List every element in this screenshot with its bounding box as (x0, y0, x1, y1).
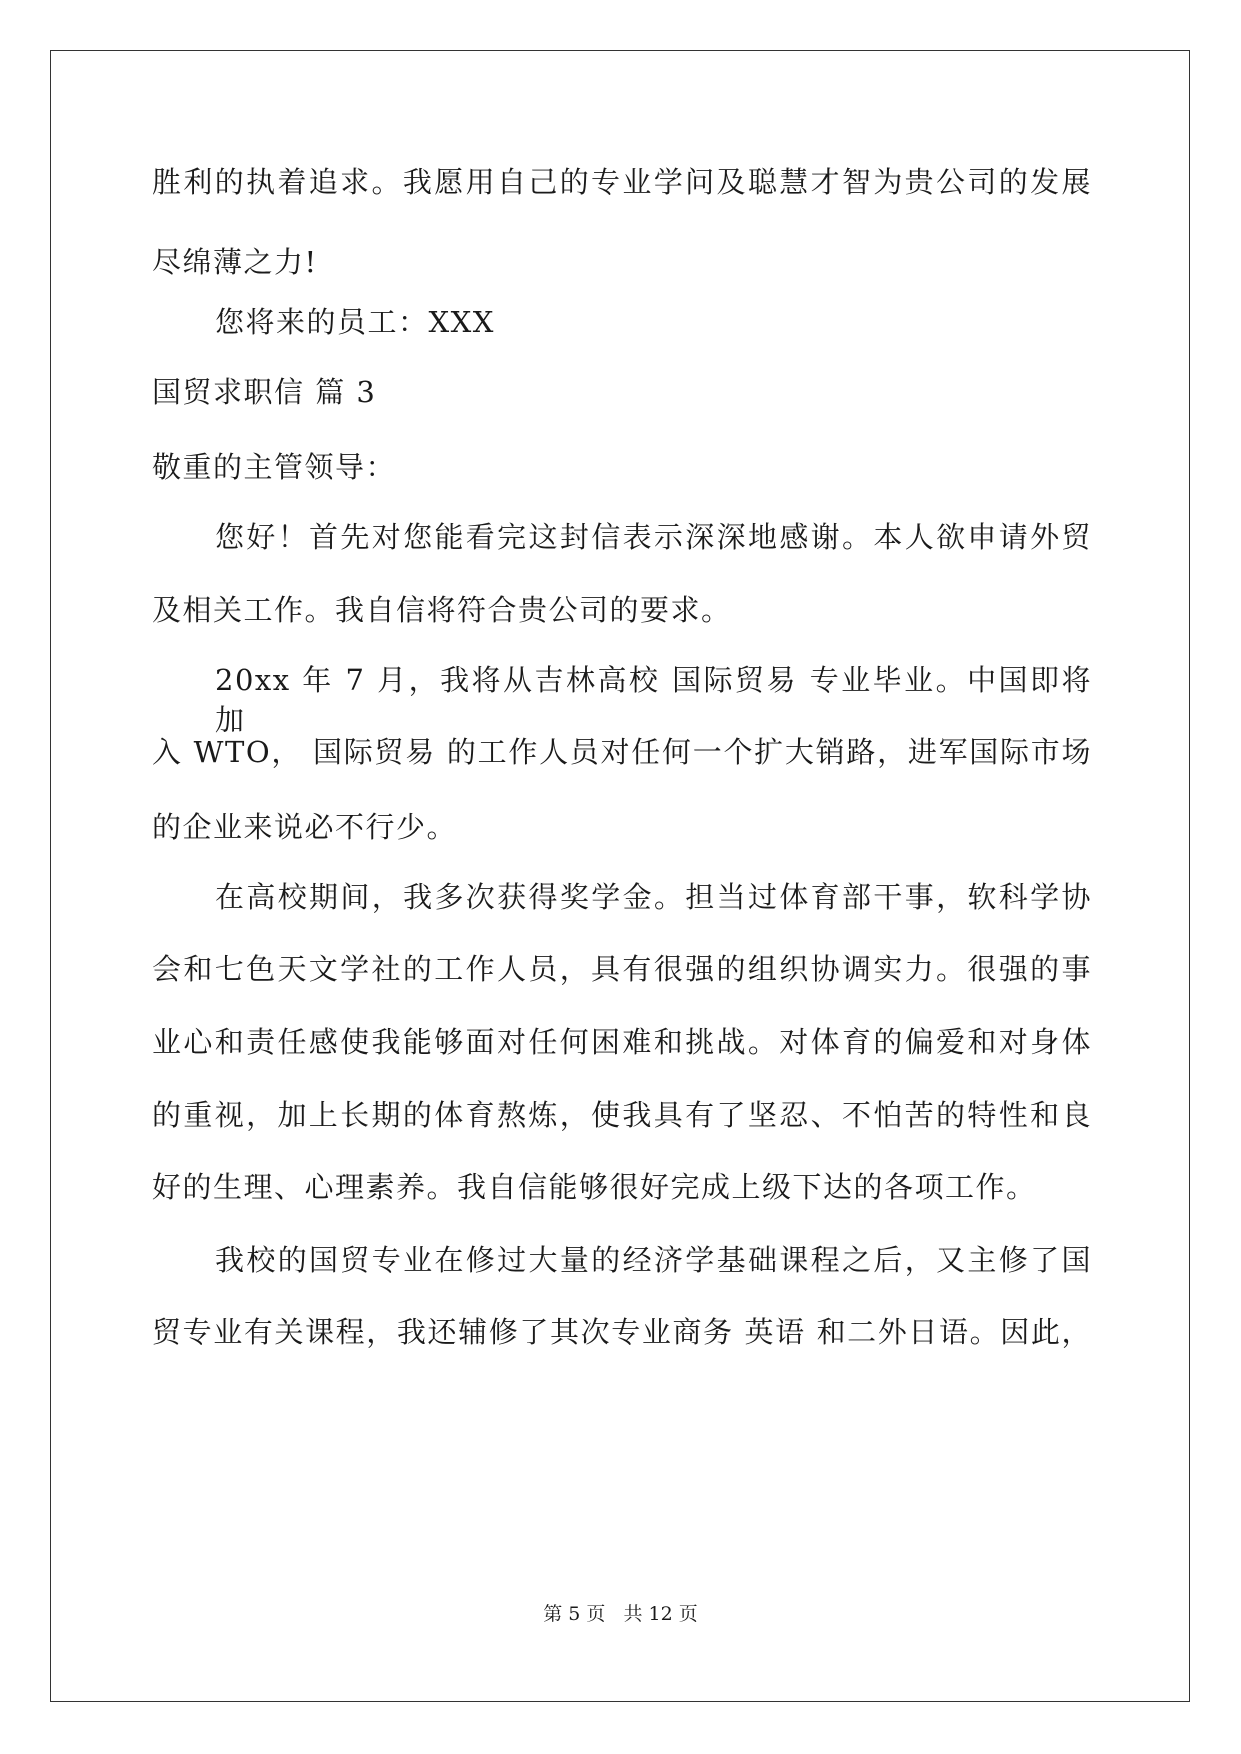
signature-line: 您将来的员工：XXX (215, 305, 495, 339)
page-border (50, 50, 1190, 1702)
body-line: 业心和责任感使我能够面对任何困难和挑战。对体育的偏爱和对身体 (152, 1025, 1092, 1059)
page-footer: 第 5 页 共 12 页 (543, 1603, 698, 1625)
body-line: 我校的国贸专业在修过大量的经济学基础课程之后，又主修了国 (215, 1243, 1092, 1277)
body-line: 在高校期间，我多次获得奖学金。担当过体育部干事，软科学协 (215, 880, 1092, 914)
body-line: 您好！首先对您能看完这封信表示深深地感谢。本人欲申请外贸 (215, 520, 1092, 554)
body-line: 入 WTO， 国际贸易 的工作人员对任何一个扩大销路，进军国际市场 (152, 735, 1092, 769)
body-line: 及相关工作。我自信将符合贵公司的要求。 (152, 593, 732, 627)
body-line: 贸专业有关课程，我还辅修了其次专业商务 英语 和二外日语。因此， (152, 1315, 1092, 1349)
salutation: 敬重的主管领导： (152, 450, 397, 484)
body-line: 20xx 年 7 月，我将从吉林高校 国际贸易 专业毕业。中国即将加 (215, 663, 1092, 737)
body-line: 的企业来说必不行少。 (152, 810, 458, 844)
body-line: 的重视，加上长期的体育熬炼，使我具有了坚忍、不怕苦的特性和良 (152, 1098, 1092, 1132)
body-line: 胜利的执着追求。我愿用自己的专业学问及聪慧才智为贵公司的发展 (152, 165, 1092, 199)
body-line: 好的生理、心理素养。我自信能够很好完成上级下达的各项工作。 (152, 1170, 1037, 1204)
body-line: 会和七色天文学社的工作人员，具有很强的组织协调实力。很强的事 (152, 952, 1092, 986)
section-heading: 国贸求职信 篇 3 (152, 375, 377, 409)
body-line: 尽绵薄之力! (152, 245, 318, 279)
